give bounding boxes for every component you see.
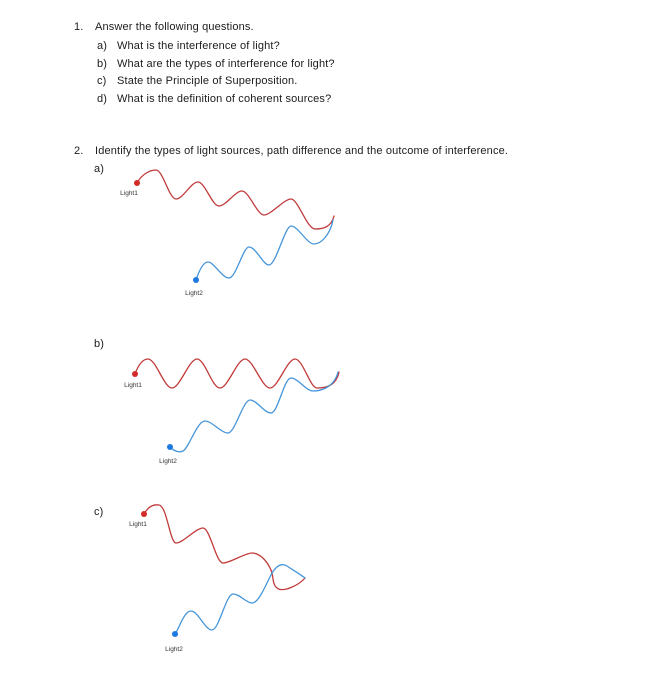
light1-wave-path: [144, 505, 305, 590]
item-label: a): [97, 40, 108, 52]
item-text: What are the types of interference for light?: [117, 58, 335, 70]
light1-source-dot: [132, 371, 138, 377]
light2-label: Light2: [185, 290, 203, 297]
question-1: [74, 20, 254, 34]
question-1-item-c: [97, 74, 297, 88]
question-1-item-a: [97, 39, 280, 53]
question-1-text: Answer the following questions.: [95, 21, 254, 33]
light1-label: Light1: [124, 382, 142, 389]
item-label: c): [97, 75, 107, 87]
item-text: State the Principle of Superposition.: [117, 75, 298, 87]
question-1-item-b: [97, 57, 335, 71]
light2-wave-path: [175, 565, 305, 634]
question-2-number: 2.: [74, 145, 84, 157]
light2-source-dot: [167, 444, 173, 450]
light1-wave-path: [137, 170, 334, 229]
item-label: d): [97, 93, 108, 105]
light1-label: Light1: [129, 521, 147, 528]
question-2: [74, 144, 508, 158]
light2-source-dot: [172, 631, 178, 637]
question-1-item-d: [97, 92, 331, 106]
item-text: What is the interference of light?: [117, 40, 280, 52]
diagram-a-label: a): [94, 163, 105, 175]
item-text: What is the definition of coherent sources?: [117, 93, 332, 105]
diagram-b-label: b): [94, 338, 105, 350]
diagram-a: [95, 162, 345, 310]
item-label: b): [97, 58, 108, 70]
diagram-b: [95, 335, 345, 470]
question-2-text: Identify the types of light sources, path difference and the outcome of interference.: [95, 145, 509, 157]
question-1-number: 1.: [74, 21, 84, 33]
light2-label: Light2: [165, 646, 183, 653]
diagram-c: [95, 500, 345, 670]
light2-label: Light2: [159, 458, 177, 465]
light1-label: Light1: [120, 190, 138, 197]
light1-wave-path: [135, 359, 339, 388]
light1-source-dot: [141, 511, 147, 517]
light1-source-dot: [134, 180, 140, 186]
light2-wave-path: [196, 220, 333, 280]
light2-source-dot: [193, 277, 199, 283]
diagram-c-label: c): [94, 506, 104, 518]
